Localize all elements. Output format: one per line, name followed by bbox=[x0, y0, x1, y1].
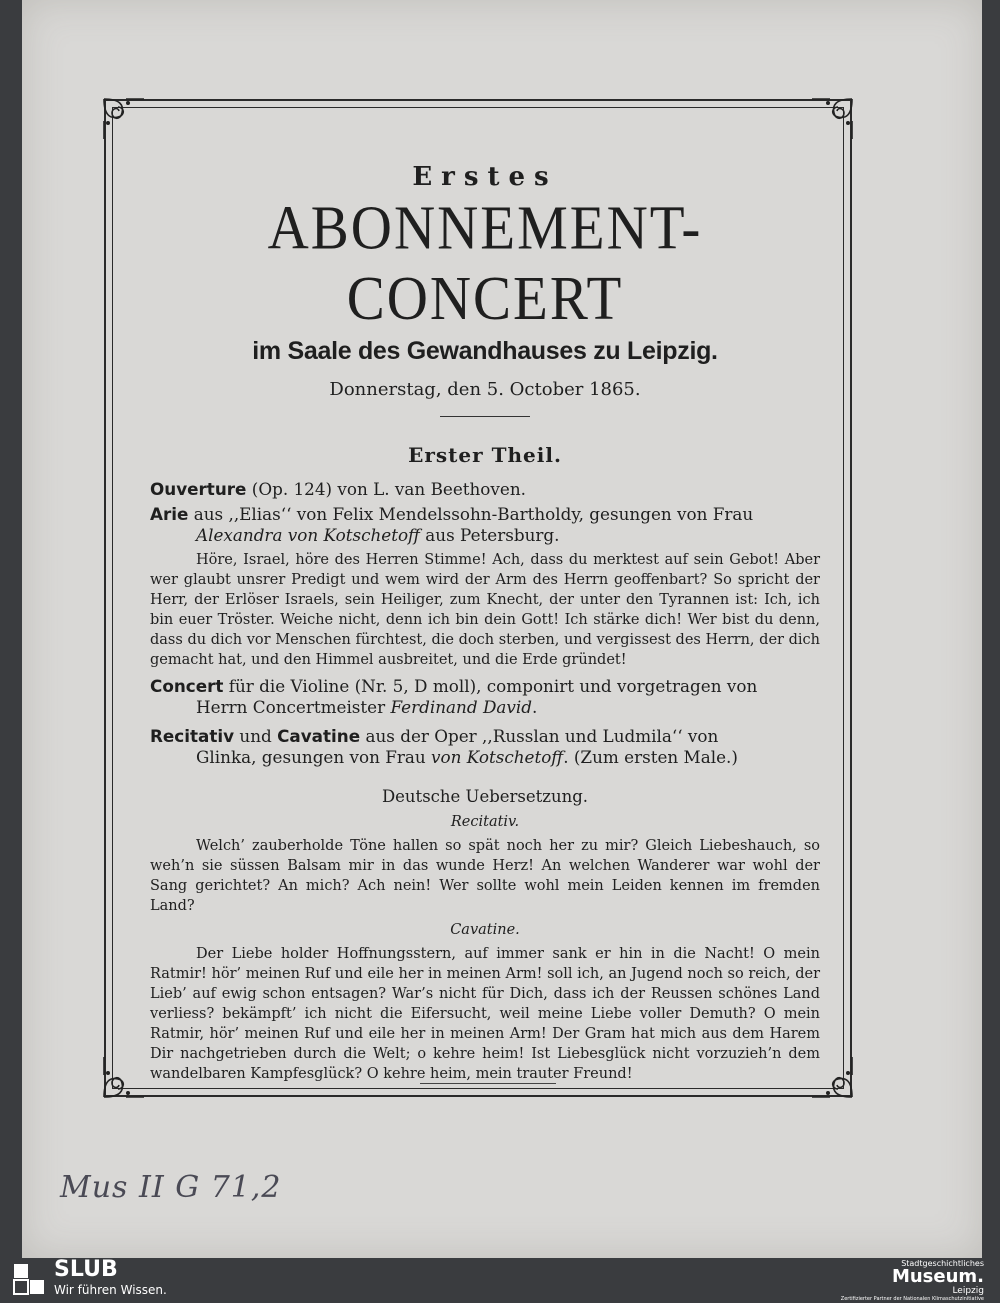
program-item-text: Glinka, gesungen von Frau bbox=[196, 747, 432, 767]
handwritten-shelfmark: Mus II G 71,2 bbox=[60, 1170, 282, 1205]
translation-title: Deutsche Uebersetzung. bbox=[381, 787, 589, 806]
heading-main-title: ABONNEMENT-CONCERT bbox=[267, 193, 703, 334]
program-item-text: und bbox=[234, 726, 278, 746]
programme-content bbox=[150, 150, 820, 1084]
program-item-text: (Op. 124) von L. van Beethoven. bbox=[246, 479, 526, 499]
museum-certification: Zertifizierter Partner der Nationalen Klimaschutzinitiative bbox=[840, 1296, 984, 1302]
program-item-text: aus ,,Elias‘‘ von Felix Mendelssohn-Bartholdy, gesungen von Frau bbox=[188, 504, 754, 524]
slub-claim: Wir führen Wissen. bbox=[54, 1283, 167, 1297]
performer-name: von Kotschetoff bbox=[431, 747, 564, 767]
program-item-ouverture bbox=[150, 479, 820, 500]
heading-venue: im Saale des Gewandhauses zu Leipzig. bbox=[252, 337, 718, 365]
program-item-title: Concert bbox=[150, 676, 224, 696]
heading-erstes: Erstes bbox=[412, 162, 558, 192]
museum-name: Museum. bbox=[891, 1266, 984, 1287]
divider-rule-bottom bbox=[420, 1083, 556, 1084]
cavatine-label: Cavatine. bbox=[450, 922, 520, 938]
program-item-text: Herrn Concertmeister bbox=[196, 697, 391, 717]
program-item-title: Ouverture bbox=[150, 479, 247, 499]
aria-lyrics: Höre, Israel, höre des Herren Stimme! Ach, dass du merktest auf sein Gebot! Aber wer glaubt unsrer Predigt und wem wird der Arm des Herrn geoffenbart? So spricht der Herr, der Erlöser Israels, sein Heiliger, zum Knecht, der unter den Tyrannen ist: Ich, ich bin euer Tröster. Weiche nicht, denn ich bin dein Gott! Ich stärke dich! Wer bist du denn, dass du dich vor Menschen fürchtest, die doch sterben, und vergissest des Herrn, der dich gemacht hat, und den Himmel ausbreitet, und die Erde gründet! bbox=[150, 552, 820, 668]
corner-ornament-icon bbox=[100, 1055, 146, 1101]
cavatine-text: Der Liebe holder Hoffnungsstern, auf immer sank er hin in die Nacht! O mein Ratmir! hör’ meinen Ruf und eile her in meinen Arm! soll ich, an Jugend noch so reich, der Lieb’ auf ewig schon entsagen? War’s nicht für Dich, dass ich der Reussen schönes Land verliess? bekämpft’ ich nicht die Eifersucht, weil meine Liebe voller Demuth? O mein Ratmir, hör’ meinen Ruf und eile her in meinen Arm! Der Gram hat mich aus dem Harem Dir nachgetrieben durch die Welt; o kehre heim! Ist Liebesglück nicht vorzuzieh’n dem wandelbaren Kampfesglück? O kehre heim, mein trauter Freund! bbox=[150, 946, 820, 1082]
section-title: Erster Theil. bbox=[408, 443, 562, 467]
performer-name: Alexandra von Kotschetoff bbox=[196, 525, 420, 545]
program-item-title: Recitativ bbox=[150, 726, 235, 746]
program-item-title: Cavatine bbox=[277, 726, 361, 746]
recitativ-label: Recitativ. bbox=[450, 814, 520, 830]
museum-pretitle: Stadtgeschichtliches bbox=[901, 1259, 984, 1268]
program-item-performer-line bbox=[150, 747, 820, 768]
program-item-concert bbox=[150, 676, 820, 718]
program-item-performer-line bbox=[150, 697, 820, 718]
slub-name: SLUB bbox=[54, 1257, 118, 1282]
program-item-arie bbox=[150, 504, 820, 546]
recitativ-text: Welch’ zauberholde Töne hallen so spät noch her zu mir? Gleich Liebeshauch, so weh’n sie süssen Balsam mir in das wunde Herz! An welchen Wanderer war wohl der Sang gerichtet? An mich? Ach nein! Wer sollte wohl mein Leiden kennen im fremden Land? bbox=[150, 838, 820, 914]
program-item-recitativ bbox=[150, 726, 820, 768]
divider-rule bbox=[440, 416, 530, 417]
program-item-performer-line bbox=[150, 525, 820, 546]
performer-name: Ferdinand David bbox=[390, 697, 532, 717]
program-item-text: . bbox=[532, 697, 538, 717]
museum-city: Leipzig bbox=[952, 1286, 984, 1296]
concert-date: Donnerstag, den 5. October 1865. bbox=[329, 379, 641, 400]
program-item-text: für die Violine (Nr. 5, D moll), componirt und vorgetragen von bbox=[223, 676, 758, 696]
corner-ornament-icon bbox=[100, 95, 146, 141]
corner-ornament-icon bbox=[810, 95, 856, 141]
program-item-title: Arie bbox=[150, 504, 189, 524]
program-item-text: aus Petersburg. bbox=[419, 525, 560, 545]
program-item-text: aus der Oper ,,Russlan und Ludmila‘‘ von bbox=[360, 726, 719, 746]
museum-logo bbox=[841, 1259, 984, 1303]
program-item-text: . (Zum ersten Male.) bbox=[563, 747, 738, 767]
